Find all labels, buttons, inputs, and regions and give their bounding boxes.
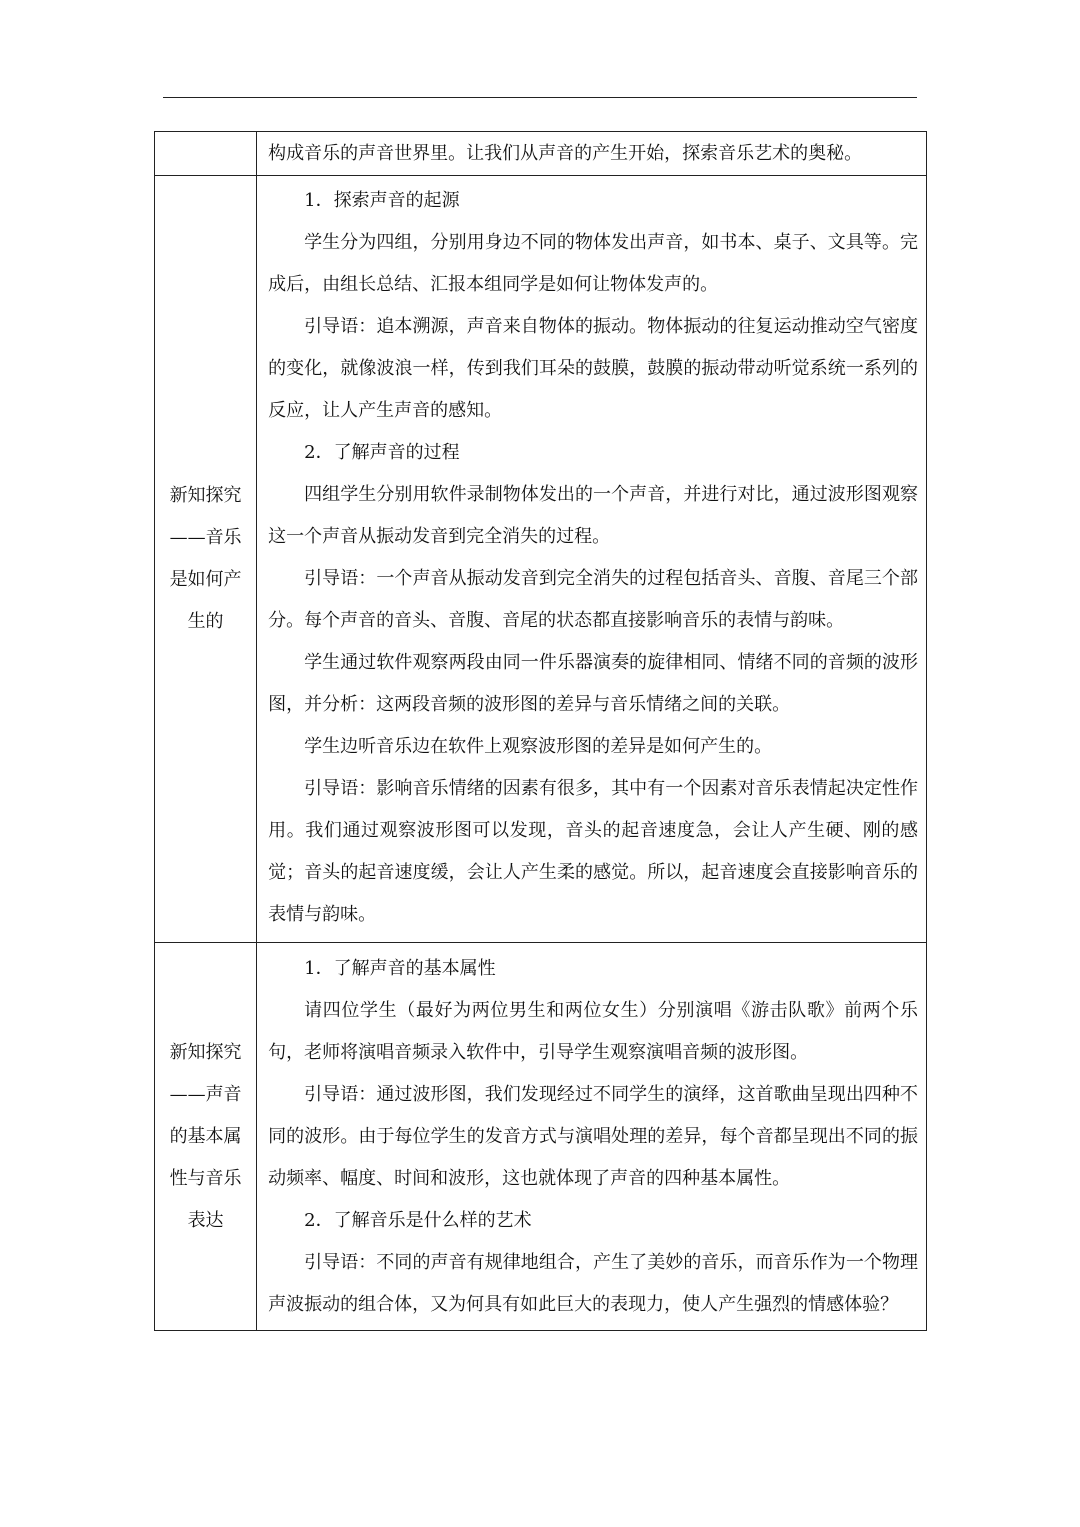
row-label-cell bbox=[155, 132, 257, 176]
section-heading: 1．探索声音的起源 bbox=[304, 190, 460, 211]
paragraph: 学生边听音乐边在软件上观察波形图的差异是如何产生的。 bbox=[304, 736, 773, 757]
lesson-plan-table bbox=[154, 131, 927, 1331]
row-label-cell bbox=[155, 943, 257, 1331]
row-content-cell bbox=[257, 176, 927, 943]
paragraph: 构成音乐的声音世界里。让我们从声音的产生开始，探索音乐艺术的奥秘。 bbox=[268, 143, 863, 164]
header-rule bbox=[163, 97, 917, 98]
table-row bbox=[155, 132, 927, 176]
paragraph: 引导语：通过波形图，我们发现经过不同学生的演绎，这首歌曲呈现出四种不同的波形。由于每位学生的发音方式与演唱处理的差异，每个音都呈现出不同的振动频率、幅度、时间和波形，这也就体现了声音的四种基本属性。 bbox=[268, 1084, 918, 1189]
paragraph: 请四位学生（最好为两位男生和两位女生）分别演唱《游击队歌》前两个乐句，老师将演唱音频录入软件中，引导学生观察演唱音频的波形图。 bbox=[268, 1000, 918, 1063]
section-heading: 1．了解声音的基本属性 bbox=[304, 958, 496, 979]
paragraph: 学生分为四组，分别用身边不同的物体发出声音，如书本、桌子、文具等。完成后，由组长总结、汇报本组同学是如何让物体发声的。 bbox=[268, 232, 918, 295]
paragraph: 四组学生分别用软件录制物体发出的一个声音，并进行对比，通过波形图观察这一个声音从振动发音到完全消失的过程。 bbox=[268, 484, 918, 547]
paragraph: 引导语：不同的声音有规律地组合，产生了美妙的音乐，而音乐作为一个物理声波振动的组合体，又为何具有如此巨大的表现力，使人产生强烈的情感体验？ bbox=[268, 1252, 918, 1315]
table-row bbox=[155, 176, 927, 943]
paragraph: 引导语：一个声音从振动发音到完全消失的过程包括音头、音腹、音尾三个部分。每个声音的音头、音腹、音尾的状态都直接影响音乐的表情与韵味。 bbox=[268, 568, 918, 631]
table-row bbox=[155, 943, 927, 1331]
section-heading: 2．了解音乐是什么样的艺术 bbox=[304, 1210, 532, 1231]
row-label: 新知探究——音乐是如何产生的 bbox=[169, 485, 242, 632]
row-label: 新知探究——声音的基本属性与音乐表达 bbox=[169, 1041, 242, 1231]
paragraph: 学生通过软件观察两段由同一件乐器演奏的旋律相同、情绪不同的音频的波形图，并分析：这两段音频的波形图的差异与音乐情绪之间的关联。 bbox=[268, 652, 918, 715]
paragraph: 引导语：追本溯源，声音来自物体的振动。物体振动的往复运动推动空气密度的变化，就像波浪一样，传到我们耳朵的鼓膜，鼓膜的振动带动听觉系统一系列的反应，让人产生声音的感知。 bbox=[268, 316, 918, 421]
section-heading: 2．了解声音的过程 bbox=[304, 442, 460, 463]
row-label-cell bbox=[155, 176, 257, 943]
row-content-cell bbox=[257, 943, 927, 1331]
paragraph: 引导语：影响音乐情绪的因素有很多，其中有一个因素对音乐表情起决定性作用。我们通过观察波形图可以发现，音头的起音速度急，会让人产生硬、刚的感觉；音头的起音速度缓，会让人产生柔的感觉。所以，起音速度会直接影响音乐的表情与韵味。 bbox=[268, 778, 918, 925]
row-content-cell bbox=[257, 132, 927, 176]
